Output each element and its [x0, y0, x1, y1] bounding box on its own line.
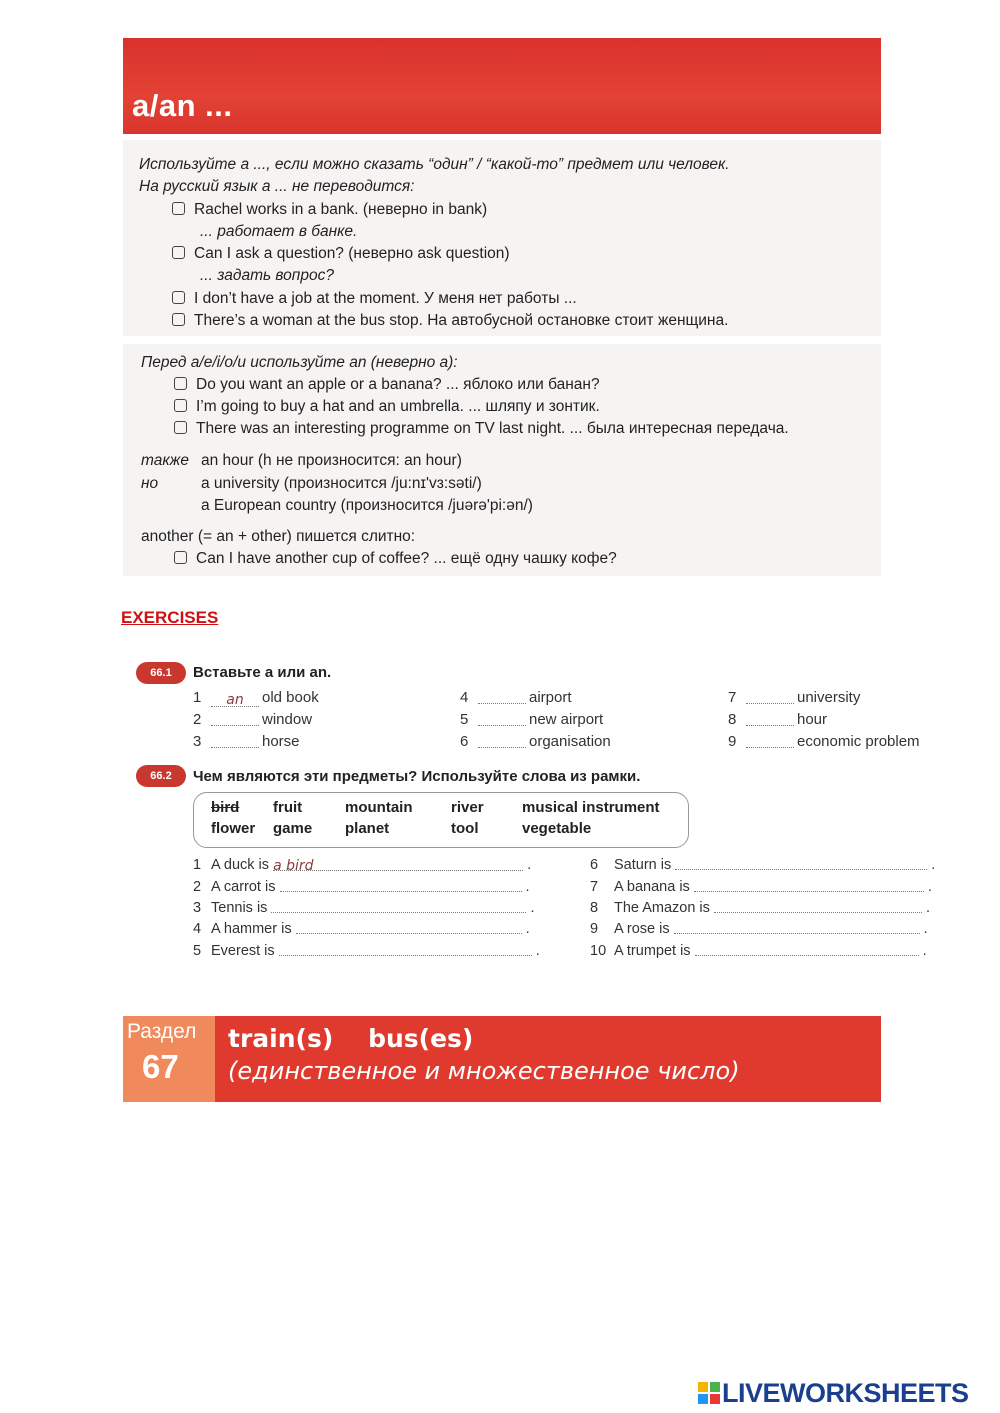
sentence-item: 2 A carrot is .: [193, 879, 530, 895]
gap-item: 3 horse: [193, 733, 300, 750]
answer-field[interactable]: [478, 733, 526, 748]
word-box-item: tool: [451, 820, 479, 837]
rule-another: another (= an + other) пишется слитно:: [141, 528, 416, 545]
word-box-item: planet: [345, 820, 390, 837]
word-box-item: game: [273, 820, 313, 837]
rule-an-intro: Перед a/e/i/o/u используйте an (неверно a):: [141, 354, 458, 371]
answer-field[interactable]: [746, 733, 794, 748]
sentence-item: 7 A banana is .: [590, 879, 932, 895]
example-an-3: There was an interesting programme on TV last night. ... была интересная передача.: [174, 420, 789, 438]
word-box-item: fruit: [273, 799, 303, 816]
answer-field[interactable]: an: [211, 692, 259, 707]
label-but: но: [141, 475, 159, 492]
gap-item: 4 airport: [460, 689, 572, 706]
bullet-box-icon: [174, 377, 187, 390]
answer-field[interactable]: [746, 711, 794, 726]
unit-title: a/an ...: [132, 88, 233, 123]
word-box-item: mountain: [345, 799, 413, 816]
bullet-box-icon: [172, 202, 185, 215]
gap-item: 9 economic problem: [728, 733, 920, 750]
answer-field[interactable]: [296, 921, 522, 934]
section-number: 67: [142, 1048, 179, 1085]
example-university: a university (произносится /ju:nɪ'vɜ:səti/): [201, 475, 482, 492]
gap-item: 1 an old book: [193, 689, 319, 708]
word-box-item: vegetable: [522, 820, 592, 837]
bullet-box-icon: [172, 313, 185, 326]
answer-field[interactable]: [695, 943, 919, 956]
section-label: Раздел: [127, 1020, 197, 1043]
answer-field[interactable]: [478, 689, 526, 704]
bullet-box-icon: [174, 421, 187, 434]
example-an-1: Do you want an apple or a banana? ... яблоко или банан?: [174, 376, 600, 394]
example-1-translation: ... работает в банке.: [200, 223, 358, 240]
word-box-item: flower: [211, 820, 256, 837]
answer-field[interactable]: [746, 689, 794, 704]
example-hour: an hour (h не произносится: an hour): [201, 452, 462, 469]
answer-field[interactable]: [478, 711, 526, 726]
sentence-item: 5 Everest is .: [193, 943, 540, 959]
gap-item: 6 organisation: [460, 733, 611, 750]
unit-67-title: train(s) bus(es): [228, 1024, 474, 1053]
sentence-item: 3 Tennis is .: [193, 900, 535, 916]
liveworksheets-logo-icon: [698, 1382, 720, 1404]
example-1: Rachel works in a bank. (неверно in bank): [172, 201, 487, 219]
sentence-item: 4 A hammer is .: [193, 921, 530, 937]
example-another: Can I have another cup of coffee? ... ещё одну чашку кофе?: [174, 550, 617, 568]
sentence-item: 10 A trumpet is .: [590, 943, 927, 959]
gap-item: 5 new airport: [460, 711, 604, 728]
unit-banner: [123, 38, 881, 134]
answer-field[interactable]: [675, 857, 927, 870]
answer-field[interactable]: a bird: [273, 858, 523, 871]
gap-item: 7 university: [728, 689, 861, 706]
bullet-box-icon: [172, 246, 185, 259]
exercise-badge-66-1: 66.1: [136, 662, 186, 684]
example-3: I don’t have a job at the moment. У меня нет работы ...: [172, 290, 577, 308]
answer-field[interactable]: [211, 711, 259, 726]
example-an-2: I’m going to buy a hat and an umbrella. ... шляпу и зонтик.: [174, 398, 600, 416]
answer-field[interactable]: [674, 921, 920, 934]
exercise-66-2-heading: Чем являются эти предметы? Используйте слова из рамки.: [193, 768, 641, 785]
sentence-item: 6 Saturn is .: [590, 857, 936, 873]
rule-intro-2: На русский язык a ... не переводится:: [139, 178, 415, 195]
sentence-item: 1 A duck is a bird .: [193, 857, 532, 874]
answer-field[interactable]: [714, 900, 922, 913]
bullet-box-icon: [174, 551, 187, 564]
exercise-66-1-heading: Вставьте a или an.: [193, 664, 332, 681]
example-2: Can I ask a question? (неверно ask question): [172, 245, 510, 263]
bullet-box-icon: [174, 399, 187, 412]
sentence-item: 8 The Amazon is .: [590, 900, 931, 916]
example-european: a European country (произносится /juərə'pi:ən/): [201, 497, 533, 514]
answer-field[interactable]: [211, 733, 259, 748]
answer-field[interactable]: [271, 900, 526, 913]
unit-67-subtitle: (единственное и множественное число): [228, 1057, 740, 1085]
sentence-item: 9 A rose is .: [590, 921, 928, 937]
gap-item: 8 hour: [728, 711, 828, 728]
liveworksheets-logo[interactable]: LIVEWORKSHEETS: [722, 1378, 969, 1408]
answer-field[interactable]: [279, 943, 532, 956]
gap-item: 2 window: [193, 711, 313, 728]
word-box-item: bird: [211, 799, 240, 816]
word-box-item: musical instrument: [522, 799, 660, 816]
answer-field[interactable]: [280, 879, 522, 892]
example-4: There’s a woman at the bus stop. На автобусной остановке стоит женщина.: [172, 312, 728, 330]
exercise-badge-66-2: 66.2: [136, 765, 186, 787]
bullet-box-icon: [172, 291, 185, 304]
answer-field[interactable]: [694, 879, 924, 892]
word-box-item: river: [451, 799, 484, 816]
exercises-heading: EXERCISES: [121, 608, 219, 627]
example-2-translation: ... задать вопрос?: [200, 267, 334, 284]
rule-intro-1: Используйте a ..., если можно сказать “один” / “какой-то” предмет или человек.: [139, 156, 730, 173]
label-also: также: [141, 452, 189, 469]
